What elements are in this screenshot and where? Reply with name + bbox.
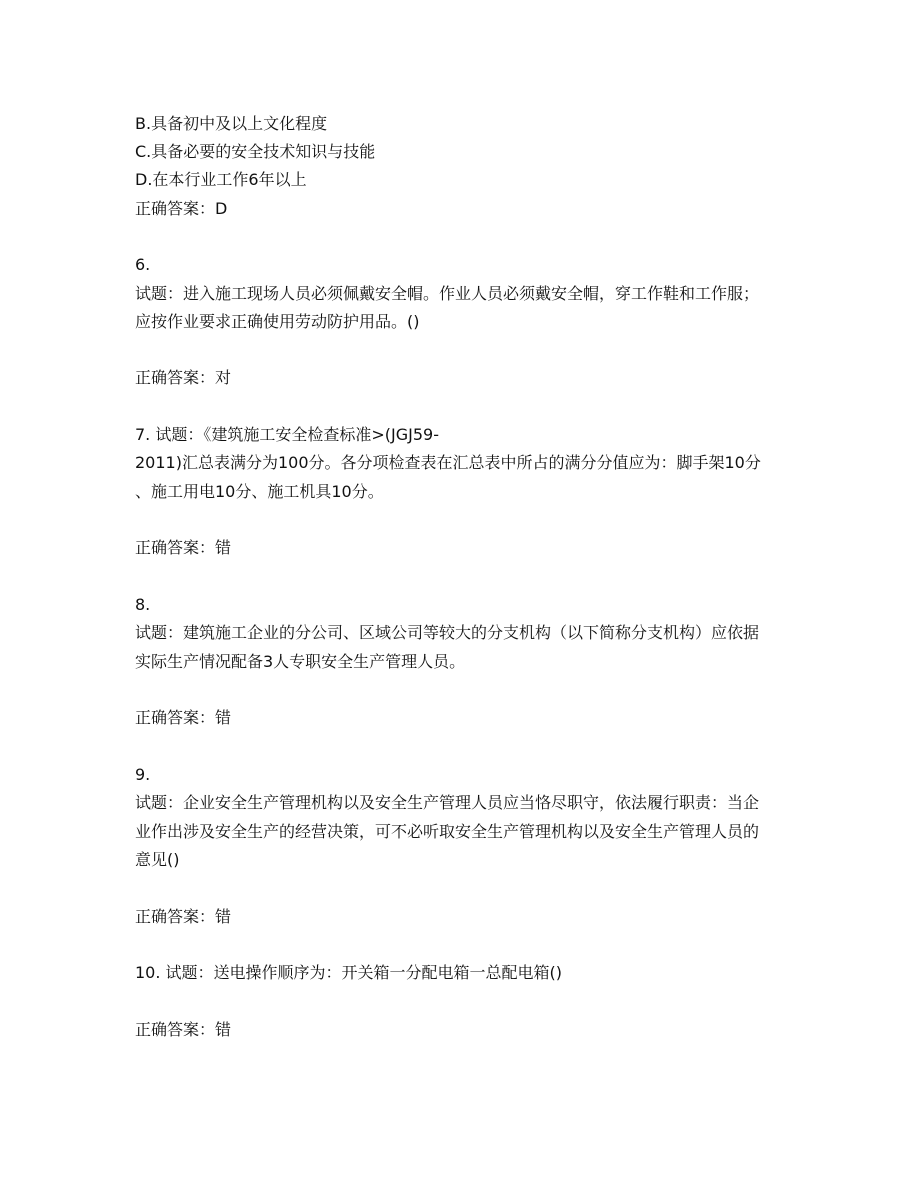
q5-option-d: D.在本行业工作6年以上: [135, 170, 307, 189]
q6-number: 6.: [135, 255, 151, 274]
q7-answer: 正确答案：错: [135, 538, 232, 557]
q10-answer: 正确答案：错: [135, 1020, 232, 1039]
q7-question-line3: 、施工用电10分、施工机具10分。: [135, 482, 384, 501]
q9-question-line2: 业作出涉及安全生产的经营决策，可不必听取安全生产管理机构以及安全生产管理人员的: [135, 822, 760, 841]
q6-question-line2: 应按作业要求正确使用劳动防护用品。(): [135, 312, 420, 331]
q5-option-b: B.具备初中及以上文化程度: [135, 114, 328, 133]
q5-option-c: C.具备必要的安全技术知识与技能: [135, 142, 376, 161]
q9-number: 9.: [135, 765, 151, 784]
q7-question-line1: 7. 试题：《建筑施工安全检查标准>(JGJ59-: [135, 425, 439, 444]
q5-answer: 正确答案：D: [135, 199, 228, 218]
q7-question-line2: 2011)汇总表满分为100分。各分项检查表在汇总表中所占的满分分值应为：脚手架10分: [135, 453, 761, 472]
q9-question-line3: 意见(): [135, 850, 180, 869]
q10-question-line1: 10. 试题：送电操作顺序为：开关箱一分配电箱一总配电箱(): [135, 963, 563, 982]
q8-question-line2: 实际生产情况配备3人专职安全生产管理人员。: [135, 652, 466, 671]
q9-question-line1: 试题：企业安全生产管理机构以及安全生产管理人员应当恪尽职守，依法履行职责：当企: [135, 793, 760, 812]
q6-question-line1: 试题：进入施工现场人员必须佩戴安全帽。作业人员必须戴安全帽，穿工作鞋和工作服；: [135, 284, 760, 303]
q8-question-line1: 试题：建筑施工企业的分公司、区域公司等较大的分支机构（以下简称分支机构）应依据: [135, 623, 760, 642]
q8-answer: 正确答案：错: [135, 708, 232, 727]
q8-number: 8.: [135, 595, 151, 614]
q9-answer: 正确答案：错: [135, 907, 232, 926]
q6-answer: 正确答案：对: [135, 368, 232, 387]
